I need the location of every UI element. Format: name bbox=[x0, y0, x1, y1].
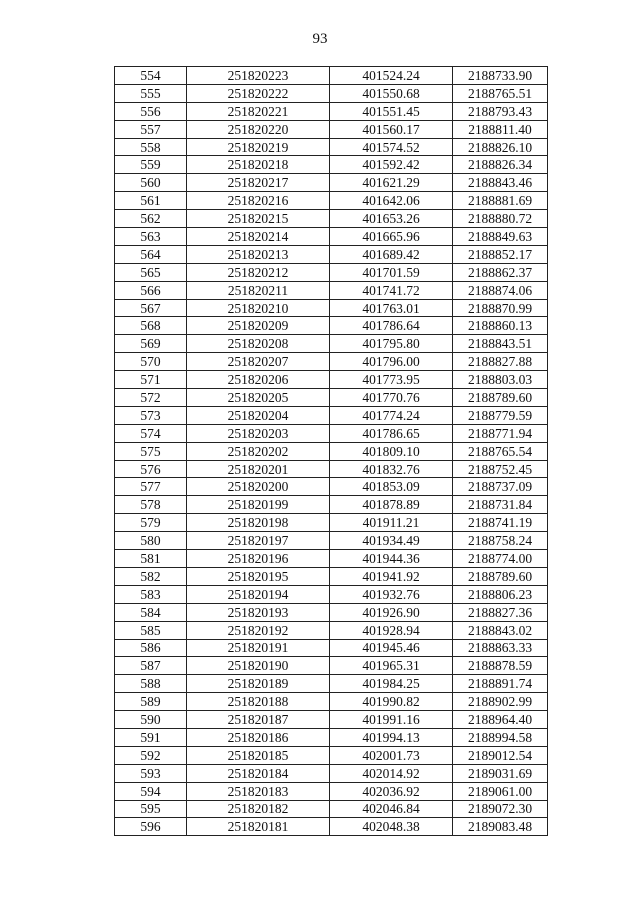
point-id-cell: 251820212 bbox=[187, 263, 330, 281]
point-id-cell: 251820191 bbox=[187, 639, 330, 657]
row-number-cell: 573 bbox=[115, 406, 187, 424]
table-row bbox=[115, 120, 548, 138]
y-coordinate-cell: 2188881.69 bbox=[453, 192, 548, 210]
x-coordinate-cell: 401550.68 bbox=[330, 84, 453, 102]
row-number-cell: 559 bbox=[115, 156, 187, 174]
y-coordinate-cell: 2188779.59 bbox=[453, 406, 548, 424]
y-coordinate-cell: 2188863.33 bbox=[453, 639, 548, 657]
point-id-cell: 251820202 bbox=[187, 442, 330, 460]
y-coordinate-cell: 2188765.51 bbox=[453, 84, 548, 102]
point-id-cell: 251820216 bbox=[187, 192, 330, 210]
row-number-cell: 579 bbox=[115, 514, 187, 532]
table-row bbox=[115, 138, 548, 156]
point-id-cell: 251820205 bbox=[187, 389, 330, 407]
y-coordinate-cell: 2188826.10 bbox=[453, 138, 548, 156]
table-row bbox=[115, 281, 548, 299]
y-coordinate-cell: 2188827.36 bbox=[453, 603, 548, 621]
table-row bbox=[115, 603, 548, 621]
table-row bbox=[115, 514, 548, 532]
table-row bbox=[115, 174, 548, 192]
y-coordinate-cell: 2189031.69 bbox=[453, 764, 548, 782]
x-coordinate-cell: 402001.73 bbox=[330, 746, 453, 764]
x-coordinate-cell: 401796.00 bbox=[330, 353, 453, 371]
point-id-cell: 251820223 bbox=[187, 67, 330, 85]
row-number-cell: 567 bbox=[115, 299, 187, 317]
coordinates-table bbox=[114, 66, 548, 836]
row-number-cell: 558 bbox=[115, 138, 187, 156]
table-row bbox=[115, 406, 548, 424]
table-row bbox=[115, 389, 548, 407]
point-id-cell: 251820197 bbox=[187, 532, 330, 550]
x-coordinate-cell: 401653.26 bbox=[330, 210, 453, 228]
point-id-cell: 251820222 bbox=[187, 84, 330, 102]
row-number-cell: 581 bbox=[115, 550, 187, 568]
row-number-cell: 589 bbox=[115, 693, 187, 711]
row-number-cell: 577 bbox=[115, 478, 187, 496]
table-row bbox=[115, 675, 548, 693]
y-coordinate-cell: 2188731.84 bbox=[453, 496, 548, 514]
x-coordinate-cell: 401770.76 bbox=[330, 389, 453, 407]
row-number-cell: 566 bbox=[115, 281, 187, 299]
row-number-cell: 564 bbox=[115, 245, 187, 263]
y-coordinate-cell: 2188852.17 bbox=[453, 245, 548, 263]
point-id-cell: 251820203 bbox=[187, 424, 330, 442]
point-id-cell: 251820201 bbox=[187, 460, 330, 478]
y-coordinate-cell: 2189061.00 bbox=[453, 782, 548, 800]
point-id-cell: 251820200 bbox=[187, 478, 330, 496]
row-number-cell: 590 bbox=[115, 711, 187, 729]
table-row bbox=[115, 156, 548, 174]
x-coordinate-cell: 401878.89 bbox=[330, 496, 453, 514]
table-row bbox=[115, 532, 548, 550]
row-number-cell: 556 bbox=[115, 102, 187, 120]
point-id-cell: 251820215 bbox=[187, 210, 330, 228]
row-number-cell: 576 bbox=[115, 460, 187, 478]
row-number-cell: 586 bbox=[115, 639, 187, 657]
row-number-cell: 595 bbox=[115, 800, 187, 818]
x-coordinate-cell: 401991.16 bbox=[330, 711, 453, 729]
x-coordinate-cell: 402046.84 bbox=[330, 800, 453, 818]
table-row bbox=[115, 764, 548, 782]
y-coordinate-cell: 2188793.43 bbox=[453, 102, 548, 120]
x-coordinate-cell: 402014.92 bbox=[330, 764, 453, 782]
point-id-cell: 251820207 bbox=[187, 353, 330, 371]
row-number-cell: 594 bbox=[115, 782, 187, 800]
point-id-cell: 251820194 bbox=[187, 585, 330, 603]
point-id-cell: 251820182 bbox=[187, 800, 330, 818]
y-coordinate-cell: 2188811.40 bbox=[453, 120, 548, 138]
x-coordinate-cell: 402036.92 bbox=[330, 782, 453, 800]
table-row bbox=[115, 496, 548, 514]
row-number-cell: 584 bbox=[115, 603, 187, 621]
x-coordinate-cell: 401773.95 bbox=[330, 371, 453, 389]
row-number-cell: 588 bbox=[115, 675, 187, 693]
y-coordinate-cell: 2188733.90 bbox=[453, 67, 548, 85]
row-number-cell: 572 bbox=[115, 389, 187, 407]
y-coordinate-cell: 2188849.63 bbox=[453, 228, 548, 246]
table-row bbox=[115, 317, 548, 335]
row-number-cell: 585 bbox=[115, 621, 187, 639]
row-number-cell: 563 bbox=[115, 228, 187, 246]
x-coordinate-cell: 401926.90 bbox=[330, 603, 453, 621]
table-row bbox=[115, 550, 548, 568]
row-number-cell: 557 bbox=[115, 120, 187, 138]
y-coordinate-cell: 2188878.59 bbox=[453, 657, 548, 675]
x-coordinate-cell: 401701.59 bbox=[330, 263, 453, 281]
point-id-cell: 251820186 bbox=[187, 728, 330, 746]
table-row bbox=[115, 460, 548, 478]
x-coordinate-cell: 401574.52 bbox=[330, 138, 453, 156]
table-body bbox=[115, 67, 548, 836]
x-coordinate-cell: 401665.96 bbox=[330, 228, 453, 246]
table-row bbox=[115, 299, 548, 317]
x-coordinate-cell: 401945.46 bbox=[330, 639, 453, 657]
x-coordinate-cell: 401832.76 bbox=[330, 460, 453, 478]
y-coordinate-cell: 2188843.46 bbox=[453, 174, 548, 192]
table-row bbox=[115, 228, 548, 246]
row-number-cell: 568 bbox=[115, 317, 187, 335]
x-coordinate-cell: 401689.42 bbox=[330, 245, 453, 263]
point-id-cell: 251820219 bbox=[187, 138, 330, 156]
x-coordinate-cell: 401984.25 bbox=[330, 675, 453, 693]
x-coordinate-cell: 401642.06 bbox=[330, 192, 453, 210]
x-coordinate-cell: 401621.29 bbox=[330, 174, 453, 192]
table-row bbox=[115, 478, 548, 496]
x-coordinate-cell: 402048.38 bbox=[330, 818, 453, 836]
y-coordinate-cell: 2188803.03 bbox=[453, 371, 548, 389]
table-row bbox=[115, 657, 548, 675]
table-row bbox=[115, 84, 548, 102]
y-coordinate-cell: 2188774.00 bbox=[453, 550, 548, 568]
table-row bbox=[115, 639, 548, 657]
y-coordinate-cell: 2188880.72 bbox=[453, 210, 548, 228]
x-coordinate-cell: 401928.94 bbox=[330, 621, 453, 639]
y-coordinate-cell: 2189012.54 bbox=[453, 746, 548, 764]
y-coordinate-cell: 2188902.99 bbox=[453, 693, 548, 711]
x-coordinate-cell: 401809.10 bbox=[330, 442, 453, 460]
row-number-cell: 578 bbox=[115, 496, 187, 514]
x-coordinate-cell: 401795.80 bbox=[330, 335, 453, 353]
y-coordinate-cell: 2188758.24 bbox=[453, 532, 548, 550]
point-id-cell: 251820189 bbox=[187, 675, 330, 693]
point-id-cell: 251820185 bbox=[187, 746, 330, 764]
row-number-cell: 591 bbox=[115, 728, 187, 746]
point-id-cell: 251820184 bbox=[187, 764, 330, 782]
row-number-cell: 555 bbox=[115, 84, 187, 102]
x-coordinate-cell: 401560.17 bbox=[330, 120, 453, 138]
point-id-cell: 251820192 bbox=[187, 621, 330, 639]
point-id-cell: 251820217 bbox=[187, 174, 330, 192]
row-number-cell: 580 bbox=[115, 532, 187, 550]
row-number-cell: 593 bbox=[115, 764, 187, 782]
point-id-cell: 251820210 bbox=[187, 299, 330, 317]
x-coordinate-cell: 401786.64 bbox=[330, 317, 453, 335]
table-row bbox=[115, 711, 548, 729]
row-number-cell: 587 bbox=[115, 657, 187, 675]
y-coordinate-cell: 2188874.06 bbox=[453, 281, 548, 299]
table-row bbox=[115, 353, 548, 371]
row-number-cell: 582 bbox=[115, 567, 187, 585]
table-row bbox=[115, 818, 548, 836]
table-row bbox=[115, 693, 548, 711]
table-row bbox=[115, 263, 548, 281]
table-row bbox=[115, 210, 548, 228]
point-id-cell: 251820206 bbox=[187, 371, 330, 389]
x-coordinate-cell: 401965.31 bbox=[330, 657, 453, 675]
table-row bbox=[115, 585, 548, 603]
row-number-cell: 592 bbox=[115, 746, 187, 764]
x-coordinate-cell: 401994.13 bbox=[330, 728, 453, 746]
point-id-cell: 251820181 bbox=[187, 818, 330, 836]
y-coordinate-cell: 2188827.88 bbox=[453, 353, 548, 371]
y-coordinate-cell: 2188826.34 bbox=[453, 156, 548, 174]
row-number-cell: 554 bbox=[115, 67, 187, 85]
table-row bbox=[115, 335, 548, 353]
row-number-cell: 569 bbox=[115, 335, 187, 353]
point-id-cell: 251820218 bbox=[187, 156, 330, 174]
point-id-cell: 251820193 bbox=[187, 603, 330, 621]
row-number-cell: 571 bbox=[115, 371, 187, 389]
table-row bbox=[115, 621, 548, 639]
y-coordinate-cell: 2188870.99 bbox=[453, 299, 548, 317]
y-coordinate-cell: 2188806.23 bbox=[453, 585, 548, 603]
row-number-cell: 574 bbox=[115, 424, 187, 442]
point-id-cell: 251820188 bbox=[187, 693, 330, 711]
point-id-cell: 251820214 bbox=[187, 228, 330, 246]
table-row bbox=[115, 102, 548, 120]
y-coordinate-cell: 2188891.74 bbox=[453, 675, 548, 693]
table-row bbox=[115, 442, 548, 460]
page-number: 93 bbox=[312, 31, 328, 47]
x-coordinate-cell: 401774.24 bbox=[330, 406, 453, 424]
table-row bbox=[115, 728, 548, 746]
y-coordinate-cell: 2188843.02 bbox=[453, 621, 548, 639]
x-coordinate-cell: 401763.01 bbox=[330, 299, 453, 317]
y-coordinate-cell: 2188843.51 bbox=[453, 335, 548, 353]
point-id-cell: 251820211 bbox=[187, 281, 330, 299]
table-row bbox=[115, 800, 548, 818]
table-row bbox=[115, 192, 548, 210]
y-coordinate-cell: 2188765.54 bbox=[453, 442, 548, 460]
row-number-cell: 575 bbox=[115, 442, 187, 460]
row-number-cell: 583 bbox=[115, 585, 187, 603]
point-id-cell: 251820209 bbox=[187, 317, 330, 335]
point-id-cell: 251820213 bbox=[187, 245, 330, 263]
y-coordinate-cell: 2188789.60 bbox=[453, 389, 548, 407]
y-coordinate-cell: 2189072.30 bbox=[453, 800, 548, 818]
row-number-cell: 560 bbox=[115, 174, 187, 192]
point-id-cell: 251820204 bbox=[187, 406, 330, 424]
point-id-cell: 251820208 bbox=[187, 335, 330, 353]
point-id-cell: 251820183 bbox=[187, 782, 330, 800]
x-coordinate-cell: 401786.65 bbox=[330, 424, 453, 442]
row-number-cell: 561 bbox=[115, 192, 187, 210]
table-row bbox=[115, 424, 548, 442]
row-number-cell: 596 bbox=[115, 818, 187, 836]
x-coordinate-cell: 401853.09 bbox=[330, 478, 453, 496]
x-coordinate-cell: 401944.36 bbox=[330, 550, 453, 568]
y-coordinate-cell: 2188860.13 bbox=[453, 317, 548, 335]
table-row bbox=[115, 371, 548, 389]
point-id-cell: 251820196 bbox=[187, 550, 330, 568]
point-id-cell: 251820198 bbox=[187, 514, 330, 532]
x-coordinate-cell: 401932.76 bbox=[330, 585, 453, 603]
x-coordinate-cell: 401524.24 bbox=[330, 67, 453, 85]
y-coordinate-cell: 2188862.37 bbox=[453, 263, 548, 281]
y-coordinate-cell: 2189083.48 bbox=[453, 818, 548, 836]
x-coordinate-cell: 401551.45 bbox=[330, 102, 453, 120]
y-coordinate-cell: 2188752.45 bbox=[453, 460, 548, 478]
x-coordinate-cell: 401934.49 bbox=[330, 532, 453, 550]
y-coordinate-cell: 2188771.94 bbox=[453, 424, 548, 442]
x-coordinate-cell: 401592.42 bbox=[330, 156, 453, 174]
y-coordinate-cell: 2188994.58 bbox=[453, 728, 548, 746]
y-coordinate-cell: 2188789.60 bbox=[453, 567, 548, 585]
point-id-cell: 251820195 bbox=[187, 567, 330, 585]
point-id-cell: 251820199 bbox=[187, 496, 330, 514]
table-row bbox=[115, 67, 548, 85]
x-coordinate-cell: 401911.21 bbox=[330, 514, 453, 532]
point-id-cell: 251820190 bbox=[187, 657, 330, 675]
row-number-cell: 570 bbox=[115, 353, 187, 371]
point-id-cell: 251820221 bbox=[187, 102, 330, 120]
y-coordinate-cell: 2188737.09 bbox=[453, 478, 548, 496]
table-row bbox=[115, 746, 548, 764]
point-id-cell: 251820220 bbox=[187, 120, 330, 138]
x-coordinate-cell: 401741.72 bbox=[330, 281, 453, 299]
table-row bbox=[115, 245, 548, 263]
table-row bbox=[115, 782, 548, 800]
row-number-cell: 562 bbox=[115, 210, 187, 228]
y-coordinate-cell: 2188964.40 bbox=[453, 711, 548, 729]
y-coordinate-cell: 2188741.19 bbox=[453, 514, 548, 532]
x-coordinate-cell: 401990.82 bbox=[330, 693, 453, 711]
table-row bbox=[115, 567, 548, 585]
point-id-cell: 251820187 bbox=[187, 711, 330, 729]
x-coordinate-cell: 401941.92 bbox=[330, 567, 453, 585]
row-number-cell: 565 bbox=[115, 263, 187, 281]
